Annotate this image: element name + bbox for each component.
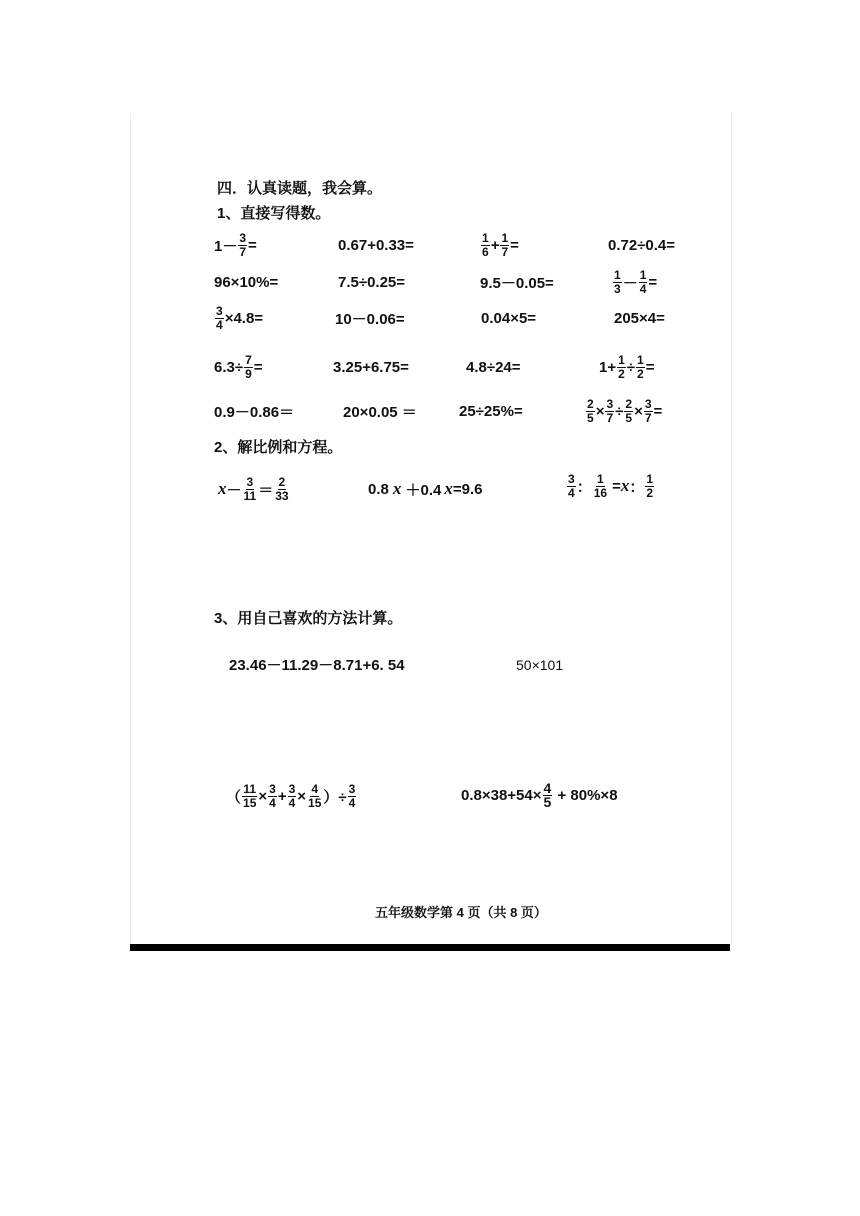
problem-2-2: 7.5÷0.25=: [338, 273, 406, 291]
expr-text: 0.8: [368, 480, 389, 498]
fraction: $\frac{2}{33}$: [275, 474, 289, 503]
expr-text: + 80%×8: [553, 786, 618, 804]
calc-3: [226, 776, 357, 816]
problem-3-1: [214, 300, 263, 336]
expr-text: ÷: [626, 358, 636, 376]
variable: x: [218, 479, 227, 498]
fraction: $\frac{2}{5}$: [625, 396, 633, 425]
variable: x: [444, 479, 453, 498]
fraction: $\frac{11}{15}$: [243, 781, 257, 810]
fraction: $\frac{3}{4}$: [568, 471, 575, 500]
expr-text: ×: [258, 787, 268, 805]
problem-3-3: 0.04×5=: [481, 309, 537, 327]
problem-5-4: [585, 393, 662, 429]
expr-text: ＝: [258, 481, 274, 499]
problem-1-1: [214, 227, 257, 263]
expr-text: =: [248, 236, 257, 254]
expr-text: ＋0.4: [401, 481, 442, 499]
expr-text: ）÷: [323, 788, 347, 806]
fraction: $\frac{1}{16}$: [593, 471, 608, 500]
fraction: $\frac{3}{7}$: [644, 396, 652, 425]
fraction: $\frac{1}{6}$: [482, 230, 489, 259]
section-title: 四．认真读题，我会算。: [217, 180, 383, 197]
expr-text: ×: [634, 402, 643, 420]
expr-text: －: [622, 274, 638, 292]
problem-5-2: 20×0.05 ＝: [343, 403, 417, 421]
expr-text: 0.8×38+54×: [461, 786, 542, 804]
problem-4-4: [599, 349, 654, 385]
fraction: $\frac{4}{15}$: [308, 781, 322, 810]
part2-title: 2、解比例和方程。: [214, 439, 343, 456]
fraction: $\frac{3}{4}$: [348, 781, 356, 810]
problem-4-1: [214, 349, 263, 385]
expr-text: ×: [595, 402, 605, 420]
calc-2: 50×101: [516, 657, 564, 673]
expr-text: －: [226, 481, 242, 499]
fraction: $\frac{3}{7}$: [239, 230, 247, 259]
page-footer: 五年级数学第 4 页（共 8 页）: [375, 905, 547, 920]
fraction: $\frac{3}{4}$: [216, 303, 223, 332]
equation-1: [218, 470, 291, 508]
equation-2: [368, 470, 483, 508]
fraction: $\frac{1}{2}$: [618, 352, 625, 381]
problem-5-3: 25÷25%=: [459, 402, 523, 420]
fraction: $\frac{1}{2}$: [646, 471, 654, 500]
expr-text: =: [645, 358, 655, 376]
variable: x: [620, 476, 630, 495]
problem-1-4: 0.72÷0.4=: [608, 236, 676, 254]
calc-1: 23.46－11.29－8.71+6. 54: [229, 656, 405, 674]
expr-text: =: [253, 358, 263, 376]
fraction: $\frac{7}{9}$: [245, 352, 252, 381]
problem-2-1: 96×10%=: [214, 273, 279, 291]
problem-1-2: 0.67+0.33=: [338, 236, 414, 254]
expr-text: 6.3÷: [214, 358, 244, 376]
fraction: $\frac{2}{5}$: [587, 396, 594, 425]
expr-text: ×: [297, 787, 307, 805]
expr-text: +: [490, 236, 500, 254]
expr-text: ：: [629, 478, 645, 496]
calc-4: [461, 774, 618, 816]
expr-text: ×4.8=: [224, 309, 264, 327]
problem-4-2: 3.25+6.75=: [333, 358, 409, 376]
part3-title: 3、用自己喜欢的方法计算。: [214, 610, 403, 627]
fraction: $\frac{1}{2}$: [637, 352, 644, 381]
page-bottom-border: [130, 944, 730, 951]
expr-text: （: [226, 788, 242, 806]
expr-text: 1－: [214, 237, 238, 255]
part1-title: 1、直接写得数。: [217, 205, 331, 222]
fraction: $\frac{1}{7}$: [501, 230, 509, 259]
fraction: $\frac{1}{4}$: [639, 267, 647, 296]
problem-3-2: 10－0.06=: [335, 310, 405, 328]
expr-text: =: [612, 477, 621, 495]
problem-2-4: [612, 264, 657, 300]
problem-3-4: 205×4=: [614, 309, 665, 327]
variable: x: [392, 479, 402, 498]
proportion-3: [566, 466, 655, 506]
expr-text: ：: [576, 478, 592, 496]
expr-text: =: [510, 236, 519, 254]
problem-1-3: [480, 227, 519, 263]
fraction: $\frac{3}{4}$: [288, 781, 296, 810]
expr-text: =: [648, 273, 658, 291]
fraction: $\frac{3}{4}$: [269, 781, 276, 810]
fraction: $\frac{3}{11}$: [243, 474, 257, 503]
fraction: $\frac{1}{3}$: [614, 267, 621, 296]
expr-text: ÷: [615, 402, 624, 420]
fraction: $\frac{4}{5}$: [543, 779, 552, 810]
problem-5-1: 0.9－0.86＝: [214, 403, 295, 421]
expr-text: =: [653, 402, 663, 420]
expr-text: +: [277, 787, 287, 805]
expr-text: 1+: [599, 358, 617, 376]
expr-text: =9.6: [452, 480, 483, 498]
problem-4-3: 4.8÷24=: [466, 358, 521, 376]
problem-2-3: 9.5－0.05=: [480, 274, 554, 292]
fraction: $\frac{3}{7}$: [606, 396, 614, 425]
